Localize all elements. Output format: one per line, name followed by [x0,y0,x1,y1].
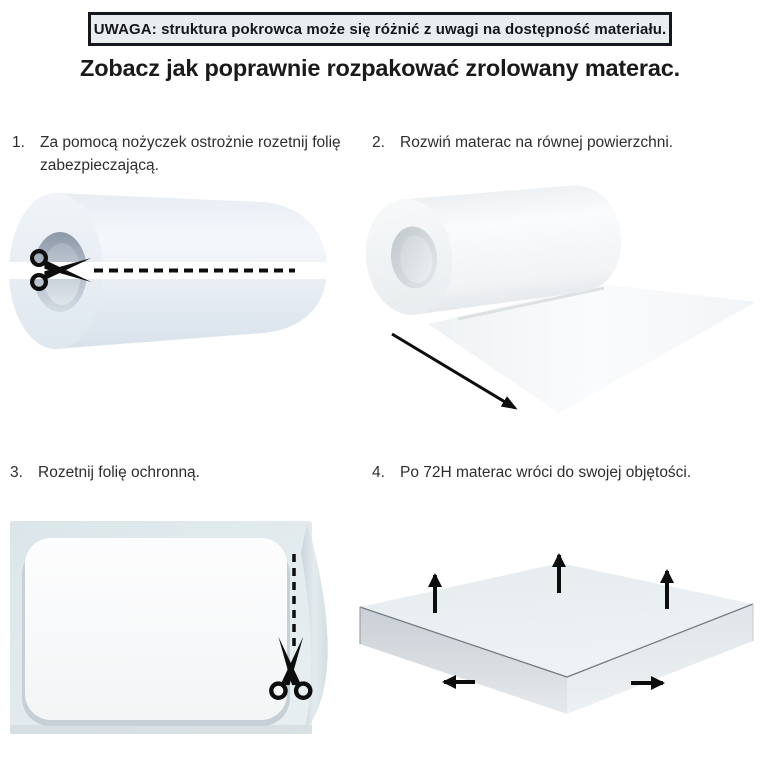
illustration-step-3 [8,518,340,738]
illustration-step-2 [362,162,758,420]
step-2-label [372,131,752,154]
step-1-text: Za pomocą nożyczek ostrożnie rozetnij folię zabezpieczającą. [40,134,341,175]
rolled-mattress-illustration [4,188,334,358]
notice-banner [88,12,672,46]
step-1-label [12,131,342,178]
step-4-number: 4. [372,464,385,481]
step-2-text: Rozwiń materac na równej powierzchni. [400,134,674,151]
unrolling-mattress-illustration [362,162,758,420]
film-cut-illustration [8,518,340,738]
step-1-number: 1. [12,134,25,151]
step-4-text: Po 72H materac wróci do swojej objętości. [400,464,692,481]
step-3-number: 3. [10,464,23,481]
step-4-label [372,461,752,484]
film-bottom-shadow [10,725,312,734]
expanding-mattress-illustration [356,505,760,760]
illustration-step-1 [4,188,334,358]
step-2-number: 2. [372,134,385,151]
step-3-text: Rozetnij folię ochronną. [38,464,200,481]
illustration-step-4 [356,505,760,760]
step-3-label [10,461,350,484]
flat-mattress [25,538,287,720]
notice-banner-text: UWAGA: struktura pokrowca może się różnić z uwagi na dostępność materiału. [93,20,667,38]
page-title: Zobacz jak poprawnie rozpakować zrolowany materac. [80,55,680,81]
